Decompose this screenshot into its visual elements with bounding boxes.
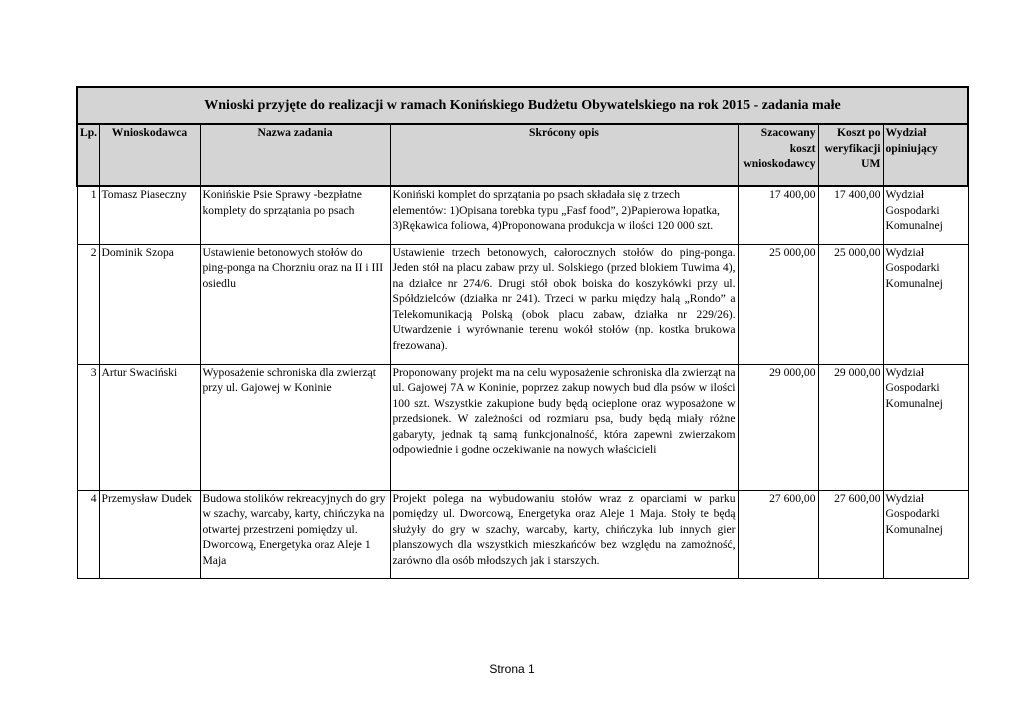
cell-applicant: Artur Swaciński: [99, 364, 200, 490]
cell-verified-cost: 17 400,00: [818, 186, 883, 244]
cell-estimated-cost: 17 400,00: [738, 186, 818, 244]
cell-department: Wydział Gospodarki Komunalnej: [883, 186, 968, 244]
cell-lp: 1: [77, 186, 99, 244]
cell-department: Wydział Gospodarki Komunalnej: [883, 244, 968, 364]
cell-description: Koniński komplet do sprzątania po psach składała się z trzech elementów: 1)Opisana torebka typu „Fasf food”, 2)Papierowa łopatka, 3)Rękawica foliowa, 4)Proponowana produkcja w ilości 120 000 szt.: [390, 186, 738, 244]
table-row: [77, 244, 968, 364]
cell-applicant: Dominik Szopa: [99, 244, 200, 364]
table-header-row: [77, 124, 968, 186]
cell-department: Wydział Gospodarki Komunalnej: [883, 364, 968, 490]
cell-verified-cost: 27 600,00: [818, 490, 883, 578]
cell-department: Wydział Gospodarki Komunalnej: [883, 490, 968, 578]
cell-applicant: Tomasz Piaseczny: [99, 186, 200, 244]
cell-task-name: Konińskie Psie Sprawy -bezpłatne komplety do sprzątania po psach: [200, 186, 390, 244]
budget-table: [76, 86, 969, 579]
cell-estimated-cost: 27 600,00: [738, 490, 818, 578]
cell-lp: 4: [77, 490, 99, 578]
cell-lp: 2: [77, 244, 99, 364]
cell-applicant: Przemysław Dudek: [99, 490, 200, 578]
page-number: Strona 1: [489, 662, 535, 676]
header-verified-cost: Koszt po weryfikacji UM: [818, 124, 883, 186]
table-title-row: [77, 87, 968, 124]
cell-verified-cost: 29 000,00: [818, 364, 883, 490]
table-row: [77, 490, 968, 578]
cell-estimated-cost: 25 000,00: [738, 244, 818, 364]
cell-task-name: Ustawienie betonowych stołów do ping-ponga na Chorzniu oraz na II i III osiedlu: [200, 244, 390, 364]
cell-description: Projekt polega na wybudowaniu stołów wraz z oparciami w parku pomiędzy ul. Dworcową, Energetyka oraz Aleje 1 Maja. Stoły te będą służyły do gry w szachy, warcaby, karty, chińczyka lub innych gier planszowych dla wszystkich mieszkańców bez względu na zamożność, zarówno dla osób młodszych jak i starszych.: [390, 490, 738, 578]
table-title: Wnioski przyjęte do realizacji w ramach Konińskiego Budżetu Obywatelskiego na rok 2015 - zadania małe: [77, 87, 968, 124]
cell-description: Ustawienie trzech betonowych, całorocznych stołów do ping-ponga. Jeden stół na placu zabaw przy ul. Solskiego (przed blokiem Tuwima 4), na działce nr 274/6. Drugi stół obok boiska do koszykówki przy ul. Spółdzielców (działka nr 241). Trzeci w parku między halą „Rondo” a Telekomunikacją Polską (obok placu zabaw, działka nr 229/26). Utwardzenie i wyrównanie terenu wokół stołów (np. kostka brukowa frezowana).: [390, 244, 738, 364]
header-department: Wydział opiniujący: [883, 124, 968, 186]
header-lp: Lp.: [77, 124, 99, 186]
header-description: Skrócony opis: [390, 124, 738, 186]
cell-verified-cost: 25 000,00: [818, 244, 883, 364]
cell-estimated-cost: 29 000,00: [738, 364, 818, 490]
cell-lp: 3: [77, 364, 99, 490]
cell-task-name: Budowa stolików rekreacyjnych do gry w szachy, warcaby, karty, chińczyka na otwartej przestrzeni pomiędzy ul. Dworcową, Energetyka oraz Aleje 1 Maja: [200, 490, 390, 578]
table-row: [77, 364, 968, 490]
table-row: [77, 186, 968, 244]
cell-description: Proponowany projekt ma na celu wyposażenie schroniska dla zwierząt na ul. Gajowej 7A w Koninie, poprzez zakup nowych bud dla psów w ilości 100 szt. Wszystkie zakupione budy będą ocieplone oraz wyposażone w przedsionek. W zależności od rozmiaru psa, budy będą miały różne gabaryty, jednak tą samą funkcjonalność, która zapewni zwierzakom odpowiednie i godne oczekiwanie na nowych właścicieli: [390, 364, 738, 490]
header-task-name: Nazwa zadania: [200, 124, 390, 186]
cell-task-name: Wyposażenie schroniska dla zwierząt przy ul. Gajowej w Koninie: [200, 364, 390, 490]
header-estimated-cost: Szacowany koszt wnioskodawcy: [738, 124, 818, 186]
header-applicant: Wnioskodawca: [99, 124, 200, 186]
